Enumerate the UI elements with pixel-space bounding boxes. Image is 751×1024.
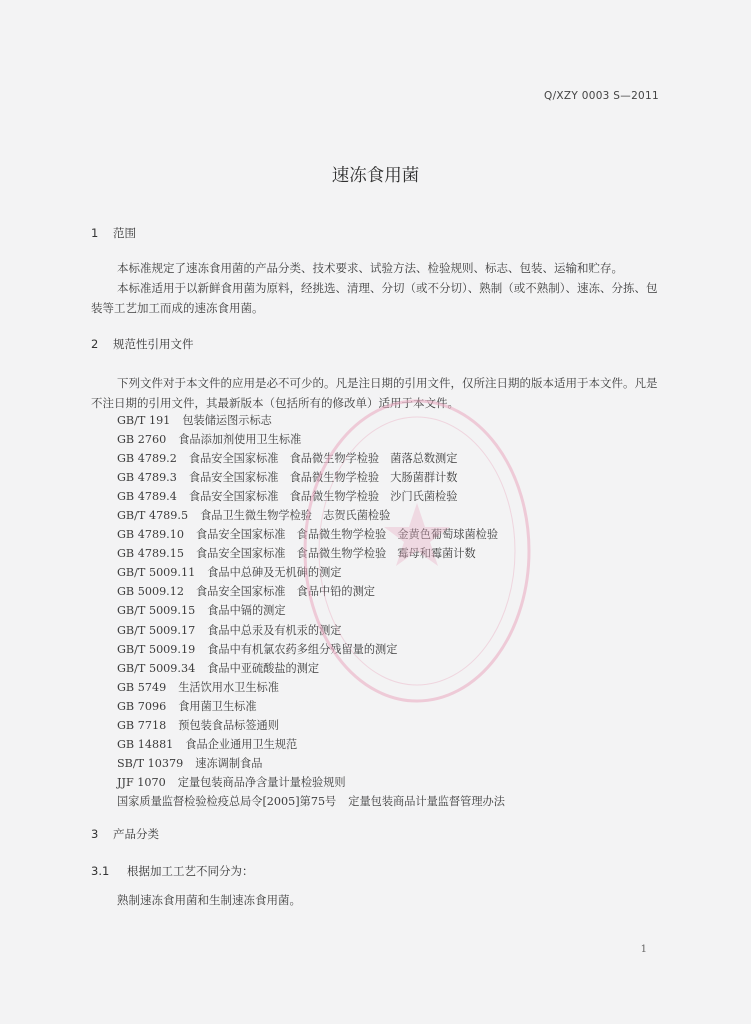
reference-title: 食品安全国家标准 食品微生物学检验 菌落总数测定 [188,452,458,466]
document-title: 速冻食用菌 [331,166,420,186]
page-number: 1 [640,944,647,955]
reference-title: 食品企业通用卫生规范 [185,737,298,751]
reference-item [117,468,505,487]
scope-paragraph-2: 本标准适用于以新鲜食用菌为原料，经挑选、清理、分切（或不分切）、熟制（或不熟制）、速冻、分拣、包装等工艺加工而成的速冻食用菌。 [91,281,658,315]
reference-item [117,430,505,449]
reference-title: 食品中总汞及有机汞的测定 [207,623,342,637]
reference-title: 食品卫生微生物学检验 志贺氏菌检验 [200,509,391,523]
section-title: 规范性引用文件 [113,337,194,351]
reference-item [117,544,505,563]
reference-title: 预包装食品标签通则 [178,718,279,732]
reference-item [117,773,505,792]
reference-title: 食品安全国家标准 食品微生物学检验 沙门氏菌检验 [188,490,458,504]
reference-code: JJF 1070 [117,775,166,789]
reference-item [117,487,505,506]
classification-text: 熟制速冻食用菌和生制速冻食用菌。 [117,893,301,907]
section-number: 1 [91,226,99,240]
standard-code: Q/XZY 0003 S—2011 [544,90,659,102]
reference-code: GB 7718 [117,718,167,732]
reference-code: GB 4789.15 [117,547,184,561]
reference-title: 食品中有机氯农药多组分残留量的测定 [207,642,398,656]
reference-title: 食品中亚硫酸盐的测定 [207,661,320,675]
reference-title: 食品安全国家标准 食品微生物学检验 大肠菌群计数 [188,471,458,485]
reference-item [117,506,505,525]
reference-code: GB/T 5009.19 [117,642,196,656]
reference-item [117,563,505,582]
references-intro: 下列文件对于本文件的应用是必不可少的。凡是注日期的引用文件，仅所注日期的版本适用于本文件。凡是不注日期的引用文件，其最新版本（包括所有的修改单）适用于本文件。 [91,376,658,410]
scope-paragraph-1: 本标准规定了速冻食用菌的产品分类、技术要求、试验方法、检验规则、标志、包装、运输和贮存。 [117,261,623,275]
reference-code: 国家质量监督检验检疫总局令[2005]第75号 [117,794,337,808]
reference-code: GB 7096 [117,699,167,713]
reference-code: GB 4789.2 [117,452,177,466]
subsection-title: 根据加工工艺不同分为： [127,864,254,878]
section-number: 3 [91,827,99,841]
reference-code: GB 14881 [117,737,174,751]
reference-title: 定量包装商品计量监督管理办法 [348,794,505,808]
reference-code: GB 5749 [117,680,167,694]
section-title: 产品分类 [113,827,159,841]
reference-item [117,449,505,468]
reference-code: GB 4789.10 [117,528,184,542]
reference-item [117,716,505,735]
reference-code: GB 2760 [117,433,167,447]
reference-item [117,792,505,811]
reference-code: GB/T 5009.17 [117,623,196,637]
section-number: 2 [91,337,99,351]
reference-title: 食品添加剂使用卫生标准 [178,433,302,447]
section-2-heading [91,336,194,352]
subsection-number: 3.1 [91,864,110,878]
reference-title: 生活饮用水卫生标准 [178,680,279,694]
reference-list [117,411,505,811]
reference-title: 速冻调制食品 [195,756,263,770]
reference-item [117,735,505,754]
section-3-heading [91,826,159,842]
reference-title: 食品安全国家标准 食品微生物学检验 霉母和霉菌计数 [195,547,476,561]
reference-title: 定量包装商品净含量计量检验规则 [177,775,346,789]
reference-code: GB 4789.4 [117,490,177,504]
reference-code: GB/T 191 [117,414,171,427]
reference-item [117,525,505,544]
reference-title: 包装储运图示标志 [182,414,272,427]
reference-item [117,601,505,620]
reference-code: GB/T 4789.5 [117,509,189,523]
reference-code: GB/T 5009.11 [117,566,196,580]
reference-item [117,582,505,601]
section-title: 范围 [113,226,136,240]
reference-item [117,697,505,716]
reference-title: 食品安全国家标准 食品微生物学检验 金黄色葡萄球菌检验 [195,528,499,542]
section-1-heading [91,225,136,241]
reference-item [117,678,505,697]
reference-code: GB 5009.12 [117,585,184,599]
reference-code: GB/T 5009.15 [117,604,196,618]
subsection-3-1-heading [91,863,254,879]
reference-title: 食用菌卫生标准 [178,699,257,713]
reference-code: GB 4789.3 [117,471,177,485]
reference-item [117,411,505,430]
reference-title: 食品安全国家标准 食品中铅的测定 [195,585,375,599]
reference-code: SB/T 10379 [117,756,184,770]
reference-title: 食品中镉的测定 [207,604,286,618]
reference-item [117,621,505,640]
reference-code: GB/T 5009.34 [117,661,196,675]
reference-item [117,640,505,659]
reference-item [117,754,505,773]
reference-title: 食品中总砷及无机砷的测定 [207,566,342,580]
reference-item [117,659,505,678]
